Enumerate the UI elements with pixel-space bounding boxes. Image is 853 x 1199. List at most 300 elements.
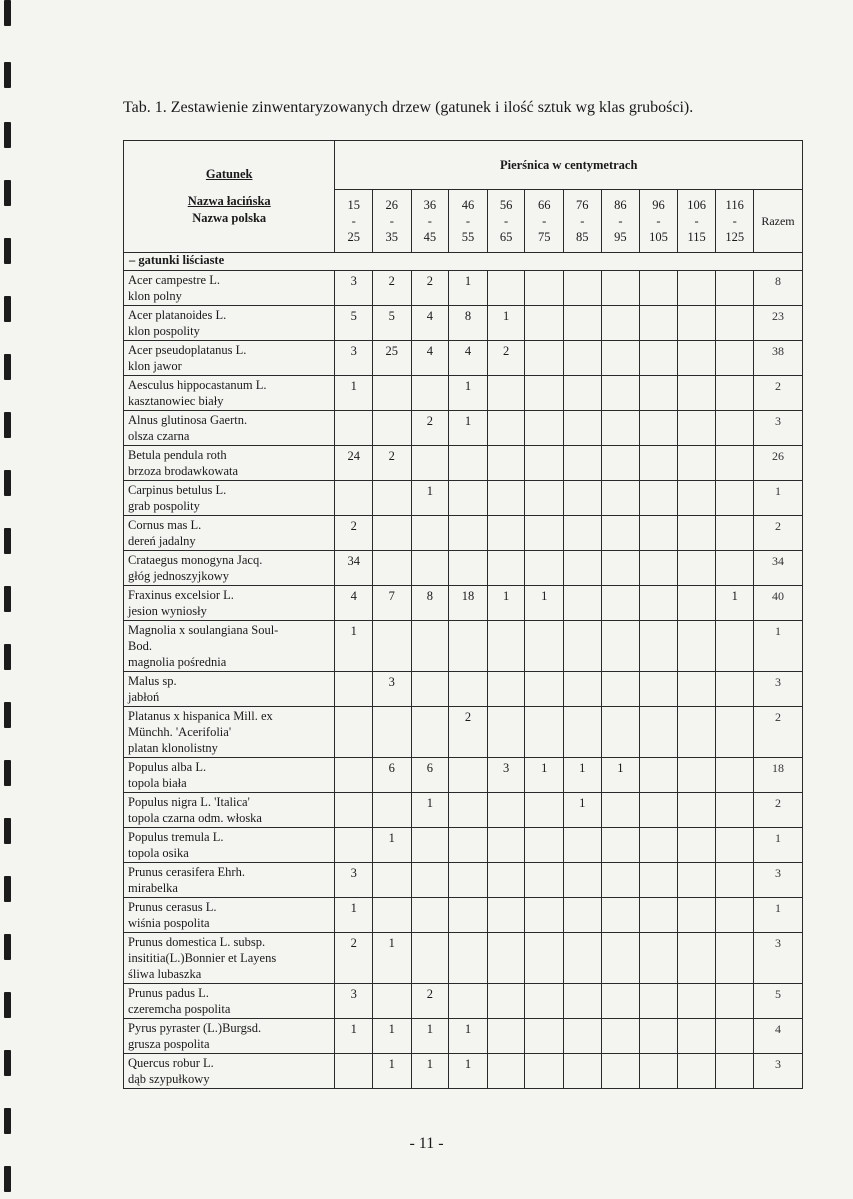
count-cell: 1 bbox=[487, 586, 525, 621]
table-row bbox=[124, 1019, 803, 1054]
species-name-cell bbox=[124, 933, 335, 984]
count-cell bbox=[487, 828, 525, 863]
count-cell bbox=[411, 707, 449, 758]
binder-hole bbox=[4, 528, 11, 554]
count-cell: 2 bbox=[411, 984, 449, 1019]
count-cell: 1 bbox=[449, 1054, 488, 1089]
count-cell bbox=[601, 828, 640, 863]
species-latin-name: Prunus domestica L. subsp. bbox=[128, 935, 266, 949]
dbh-class-sep: - bbox=[694, 214, 699, 228]
count-cell: 2 bbox=[411, 271, 449, 306]
table-row bbox=[124, 586, 803, 621]
count-cell bbox=[716, 984, 754, 1019]
count-cell bbox=[640, 1054, 678, 1089]
dbh-class-from: 86 bbox=[614, 198, 627, 212]
header-latin-name: Nazwa łacińska bbox=[187, 194, 271, 208]
dbh-class-to: 35 bbox=[385, 230, 399, 244]
species-name-cell bbox=[124, 376, 335, 411]
count-cell bbox=[677, 306, 716, 341]
count-cell bbox=[677, 481, 716, 516]
count-cell bbox=[411, 672, 449, 707]
count-cell bbox=[640, 481, 678, 516]
count-cell: 8 bbox=[411, 586, 449, 621]
count-cell: 1 bbox=[525, 586, 564, 621]
count-cell bbox=[564, 306, 602, 341]
species-polish-name: magnolia pośrednia bbox=[128, 655, 227, 669]
dbh-class-8 bbox=[640, 190, 678, 253]
count-cell bbox=[335, 481, 373, 516]
species-latin-name: Alnus glutinosa Gaertn. bbox=[128, 413, 248, 427]
binder-hole bbox=[4, 934, 11, 960]
binder-holes bbox=[0, 0, 16, 1199]
dbh-class-1 bbox=[372, 190, 411, 253]
species-polish-name: klon pospolity bbox=[128, 324, 200, 338]
count-cell bbox=[677, 446, 716, 481]
species-latin-name: Carpinus betulus L. bbox=[128, 483, 227, 497]
total-cell: 1 bbox=[754, 481, 803, 516]
species-latin-name: Populus nigra L. 'Italica' bbox=[128, 795, 250, 809]
count-cell bbox=[716, 621, 754, 672]
count-cell bbox=[564, 271, 602, 306]
table-row bbox=[124, 758, 803, 793]
count-cell: 2 bbox=[335, 933, 373, 984]
count-cell bbox=[640, 271, 678, 306]
count-cell bbox=[601, 707, 640, 758]
table-row bbox=[124, 446, 803, 481]
count-cell bbox=[525, 863, 564, 898]
species-latin-name: Acer campestre L. bbox=[128, 273, 220, 287]
count-cell bbox=[677, 621, 716, 672]
count-cell: 8 bbox=[449, 306, 488, 341]
count-cell bbox=[564, 1054, 602, 1089]
dbh-class-to: 125 bbox=[725, 230, 745, 244]
count-cell: 3 bbox=[335, 341, 373, 376]
count-cell: 7 bbox=[372, 586, 411, 621]
species-latin-name: Quercus robur L. bbox=[128, 1056, 214, 1070]
count-cell bbox=[372, 863, 411, 898]
count-cell bbox=[487, 376, 525, 411]
dbh-class-from: 15 bbox=[347, 198, 360, 212]
table-row bbox=[124, 898, 803, 933]
species-name-cell bbox=[124, 672, 335, 707]
count-cell bbox=[525, 446, 564, 481]
count-cell bbox=[487, 898, 525, 933]
razem-header: Razem bbox=[754, 190, 803, 253]
total-cell: 1 bbox=[754, 828, 803, 863]
species-polish-name: głóg jednoszyjkowy bbox=[128, 569, 230, 583]
header-polish-name: Nazwa polska bbox=[192, 211, 267, 225]
header-gatunek: Gatunek bbox=[205, 167, 253, 181]
dbh-class-to: 115 bbox=[687, 230, 706, 244]
count-cell bbox=[449, 621, 488, 672]
count-cell: 3 bbox=[372, 672, 411, 707]
count-cell: 25 bbox=[372, 341, 411, 376]
count-cell bbox=[564, 341, 602, 376]
table-caption: Tab. 1. Zestawienie zinwentaryzowanych drzew (gatunek i ilość sztuk wg klas grubości). bbox=[123, 99, 694, 116]
total-cell: 34 bbox=[754, 551, 803, 586]
count-cell: 5 bbox=[372, 306, 411, 341]
count-cell: 2 bbox=[372, 446, 411, 481]
count-cell bbox=[601, 516, 640, 551]
tree-inventory-table bbox=[123, 140, 803, 1089]
count-cell bbox=[601, 1054, 640, 1089]
species-latin-name: Platanus x hispanica Mill. ex bbox=[128, 709, 273, 723]
count-cell bbox=[640, 376, 678, 411]
count-cell bbox=[411, 376, 449, 411]
dbh-header: Pierśnica w centymetrach bbox=[335, 141, 803, 190]
dbh-class-to: 85 bbox=[576, 230, 589, 244]
dbh-class-to: 55 bbox=[461, 230, 475, 244]
species-name-cell bbox=[124, 446, 335, 481]
total-cell: 2 bbox=[754, 516, 803, 551]
species-polish-name: topola czarna odm. włoska bbox=[128, 811, 262, 825]
total-cell: 3 bbox=[754, 863, 803, 898]
count-cell bbox=[677, 984, 716, 1019]
species-polish-name: topola osika bbox=[128, 846, 189, 860]
count-cell bbox=[487, 984, 525, 1019]
table-row bbox=[124, 793, 803, 828]
count-cell bbox=[449, 481, 488, 516]
count-cell bbox=[525, 306, 564, 341]
species-latin-name: Fraxinus excelsior L. bbox=[128, 588, 234, 602]
binder-hole bbox=[4, 180, 11, 206]
table-row bbox=[124, 516, 803, 551]
species-latin-name: Populus tremula L. bbox=[128, 830, 224, 844]
count-cell bbox=[716, 551, 754, 586]
count-cell bbox=[716, 933, 754, 984]
count-cell bbox=[640, 586, 678, 621]
count-cell bbox=[449, 984, 488, 1019]
count-cell bbox=[677, 341, 716, 376]
count-cell bbox=[564, 863, 602, 898]
species-latin-name: Acer pseudoplatanus L. bbox=[128, 343, 247, 357]
table-row bbox=[124, 621, 803, 672]
group-label: – gatunki liściaste bbox=[124, 253, 803, 271]
count-cell bbox=[449, 933, 488, 984]
count-cell: 2 bbox=[487, 341, 525, 376]
species-name-cell bbox=[124, 586, 335, 621]
count-cell: 1 bbox=[335, 621, 373, 672]
total-cell: 3 bbox=[754, 1054, 803, 1089]
count-cell bbox=[525, 933, 564, 984]
count-cell bbox=[677, 758, 716, 793]
species-name-cell bbox=[124, 707, 335, 758]
dbh-class-from: 36 bbox=[423, 198, 437, 212]
species-name-cell bbox=[124, 898, 335, 933]
count-cell bbox=[335, 411, 373, 446]
count-cell: 1 bbox=[372, 933, 411, 984]
count-cell bbox=[601, 271, 640, 306]
count-cell bbox=[677, 586, 716, 621]
table-row bbox=[124, 1054, 803, 1089]
total-cell: 23 bbox=[754, 306, 803, 341]
count-cell bbox=[487, 271, 525, 306]
count-cell bbox=[640, 828, 678, 863]
total-cell: 40 bbox=[754, 586, 803, 621]
count-cell: 24 bbox=[335, 446, 373, 481]
dbh-class-sep: - bbox=[504, 214, 509, 228]
page-number: - 11 - bbox=[409, 1135, 444, 1152]
species-polish-name: jabłoń bbox=[128, 690, 160, 704]
table-row bbox=[124, 306, 803, 341]
count-cell: 4 bbox=[411, 306, 449, 341]
total-cell: 18 bbox=[754, 758, 803, 793]
count-cell bbox=[716, 828, 754, 863]
count-cell bbox=[640, 551, 678, 586]
count-cell bbox=[564, 446, 602, 481]
binder-hole bbox=[4, 876, 11, 902]
count-cell: 2 bbox=[449, 707, 488, 758]
species-polish-name: mirabelka bbox=[128, 881, 178, 895]
count-cell bbox=[372, 984, 411, 1019]
count-cell bbox=[411, 933, 449, 984]
count-cell bbox=[525, 481, 564, 516]
dbh-class-to: 45 bbox=[423, 230, 437, 244]
dbh-class-9 bbox=[677, 190, 716, 253]
count-cell bbox=[335, 672, 373, 707]
species-name-cell bbox=[124, 828, 335, 863]
total-cell: 38 bbox=[754, 341, 803, 376]
count-cell bbox=[601, 793, 640, 828]
count-cell bbox=[716, 1054, 754, 1089]
count-cell: 2 bbox=[335, 516, 373, 551]
count-cell bbox=[449, 551, 488, 586]
dbh-class-sep: - bbox=[542, 214, 547, 228]
count-cell bbox=[487, 446, 525, 481]
dbh-class-3 bbox=[449, 190, 488, 253]
count-cell bbox=[487, 793, 525, 828]
species-latin-name: Prunus cerasus L. bbox=[128, 900, 217, 914]
count-cell bbox=[411, 828, 449, 863]
species-name-cell bbox=[124, 306, 335, 341]
count-cell bbox=[601, 551, 640, 586]
count-cell bbox=[601, 933, 640, 984]
binder-hole bbox=[4, 992, 11, 1018]
count-cell bbox=[640, 933, 678, 984]
count-cell bbox=[525, 376, 564, 411]
dbh-class-from: 96 bbox=[652, 198, 665, 212]
binder-hole bbox=[4, 1108, 11, 1134]
count-cell: 1 bbox=[372, 1019, 411, 1054]
count-cell: 2 bbox=[372, 271, 411, 306]
count-cell bbox=[640, 793, 678, 828]
count-cell bbox=[716, 758, 754, 793]
count-cell: 1 bbox=[372, 1054, 411, 1089]
species-name-cell bbox=[124, 793, 335, 828]
count-cell: 34 bbox=[335, 551, 373, 586]
count-cell bbox=[601, 984, 640, 1019]
total-cell: 1 bbox=[754, 621, 803, 672]
count-cell bbox=[716, 481, 754, 516]
count-cell bbox=[564, 376, 602, 411]
count-cell bbox=[640, 1019, 678, 1054]
binder-hole bbox=[4, 818, 11, 844]
count-cell bbox=[716, 376, 754, 411]
count-cell bbox=[564, 621, 602, 672]
count-cell: 5 bbox=[335, 306, 373, 341]
species-name-cell bbox=[124, 551, 335, 586]
count-cell bbox=[716, 707, 754, 758]
count-cell bbox=[487, 516, 525, 551]
count-cell bbox=[449, 516, 488, 551]
count-cell bbox=[716, 341, 754, 376]
count-cell bbox=[716, 271, 754, 306]
count-cell bbox=[601, 446, 640, 481]
count-cell bbox=[487, 411, 525, 446]
count-cell bbox=[564, 411, 602, 446]
count-cell bbox=[601, 376, 640, 411]
species-name-cell bbox=[124, 516, 335, 551]
count-cell bbox=[564, 551, 602, 586]
count-cell bbox=[677, 898, 716, 933]
count-cell: 1 bbox=[411, 481, 449, 516]
count-cell: 2 bbox=[411, 411, 449, 446]
count-cell bbox=[640, 446, 678, 481]
binder-hole bbox=[4, 760, 11, 786]
count-cell bbox=[677, 376, 716, 411]
binder-hole bbox=[4, 1050, 11, 1076]
count-cell bbox=[449, 446, 488, 481]
dbh-class-to: 25 bbox=[347, 230, 360, 244]
count-cell: 6 bbox=[411, 758, 449, 793]
count-cell: 4 bbox=[411, 341, 449, 376]
count-cell bbox=[411, 516, 449, 551]
species-name-cell bbox=[124, 411, 335, 446]
count-cell: 1 bbox=[411, 1019, 449, 1054]
count-cell bbox=[449, 672, 488, 707]
count-cell bbox=[640, 707, 678, 758]
table-row bbox=[124, 376, 803, 411]
dbh-class-from: 116 bbox=[725, 198, 744, 212]
count-cell bbox=[487, 481, 525, 516]
count-cell bbox=[525, 828, 564, 863]
dbh-class-from: 76 bbox=[576, 198, 589, 212]
species-polish-name: śliwa lubaszka bbox=[128, 967, 202, 981]
total-cell: 26 bbox=[754, 446, 803, 481]
species-name-cell bbox=[124, 481, 335, 516]
species-polish-name: jesion wyniosły bbox=[128, 604, 207, 618]
total-cell: 8 bbox=[754, 271, 803, 306]
count-cell: 1 bbox=[716, 586, 754, 621]
count-cell bbox=[640, 898, 678, 933]
total-cell: 3 bbox=[754, 933, 803, 984]
count-cell bbox=[640, 758, 678, 793]
count-cell bbox=[601, 341, 640, 376]
count-cell bbox=[449, 828, 488, 863]
total-cell: 2 bbox=[754, 707, 803, 758]
total-cell: 4 bbox=[754, 1019, 803, 1054]
table-row bbox=[124, 411, 803, 446]
count-cell: 1 bbox=[411, 1054, 449, 1089]
count-cell: 1 bbox=[449, 376, 488, 411]
count-cell bbox=[716, 516, 754, 551]
table-row bbox=[124, 984, 803, 1019]
binder-hole bbox=[4, 0, 11, 26]
count-cell: 1 bbox=[449, 411, 488, 446]
binder-hole bbox=[4, 62, 11, 88]
total-cell: 2 bbox=[754, 376, 803, 411]
count-cell bbox=[335, 758, 373, 793]
dbh-class-sep: - bbox=[656, 214, 661, 228]
species-polish-name: kasztanowiec biały bbox=[128, 394, 224, 408]
dbh-class-5 bbox=[525, 190, 564, 253]
species-polish-name: dąb szypułkowy bbox=[128, 1072, 210, 1086]
count-cell bbox=[335, 1054, 373, 1089]
dbh-class-from: 56 bbox=[499, 198, 513, 212]
count-cell bbox=[677, 793, 716, 828]
count-cell: 4 bbox=[449, 341, 488, 376]
count-cell bbox=[372, 411, 411, 446]
count-cell bbox=[372, 376, 411, 411]
binder-hole bbox=[4, 586, 11, 612]
count-cell bbox=[716, 863, 754, 898]
dbh-class-to: 75 bbox=[537, 230, 551, 244]
count-cell bbox=[640, 984, 678, 1019]
count-cell bbox=[601, 586, 640, 621]
species-latin-name: Aesculus hippocastanum L. bbox=[128, 378, 267, 392]
table-row bbox=[124, 707, 803, 758]
count-cell bbox=[487, 621, 525, 672]
dbh-class-from: 26 bbox=[385, 198, 399, 212]
count-cell bbox=[525, 516, 564, 551]
count-cell bbox=[716, 446, 754, 481]
dbh-class-sep: - bbox=[465, 214, 471, 228]
dbh-class-7 bbox=[601, 190, 640, 253]
table-row bbox=[124, 481, 803, 516]
count-cell bbox=[677, 672, 716, 707]
count-cell bbox=[564, 707, 602, 758]
dbh-class-from: 46 bbox=[461, 198, 475, 212]
count-cell bbox=[640, 621, 678, 672]
species-name-cell bbox=[124, 863, 335, 898]
count-cell bbox=[601, 898, 640, 933]
species-latin-name: Prunus padus L. bbox=[128, 986, 209, 1000]
count-cell bbox=[525, 341, 564, 376]
count-cell: 1 bbox=[601, 758, 640, 793]
dbh-class-10 bbox=[716, 190, 754, 253]
species-polish-name: grab pospolity bbox=[128, 499, 200, 513]
binder-hole bbox=[4, 644, 11, 670]
count-cell: 3 bbox=[335, 863, 373, 898]
count-cell: 1 bbox=[411, 793, 449, 828]
species-polish-name: dereń jadalny bbox=[128, 534, 196, 548]
species-header bbox=[124, 141, 335, 253]
count-cell bbox=[372, 793, 411, 828]
table-row bbox=[124, 341, 803, 376]
count-cell bbox=[564, 481, 602, 516]
species-latin-name: Prunus cerasifera Ehrh. bbox=[128, 865, 245, 879]
count-cell bbox=[525, 411, 564, 446]
dbh-class-4 bbox=[487, 190, 525, 253]
dbh-class-to: 105 bbox=[649, 230, 668, 244]
count-cell: 3 bbox=[335, 984, 373, 1019]
dbh-class-sep: - bbox=[732, 214, 737, 228]
species-name-cell bbox=[124, 984, 335, 1019]
count-cell bbox=[487, 707, 525, 758]
count-cell bbox=[677, 516, 716, 551]
count-cell bbox=[601, 306, 640, 341]
count-cell bbox=[449, 793, 488, 828]
binder-hole bbox=[4, 122, 11, 148]
binder-hole bbox=[4, 296, 11, 322]
dbh-class-6 bbox=[564, 190, 602, 253]
count-cell bbox=[564, 933, 602, 984]
count-cell: 1 bbox=[564, 793, 602, 828]
dbh-class-sep: - bbox=[580, 214, 585, 228]
count-cell bbox=[601, 672, 640, 707]
count-cell bbox=[449, 758, 488, 793]
dbh-class-sep: - bbox=[351, 214, 356, 228]
